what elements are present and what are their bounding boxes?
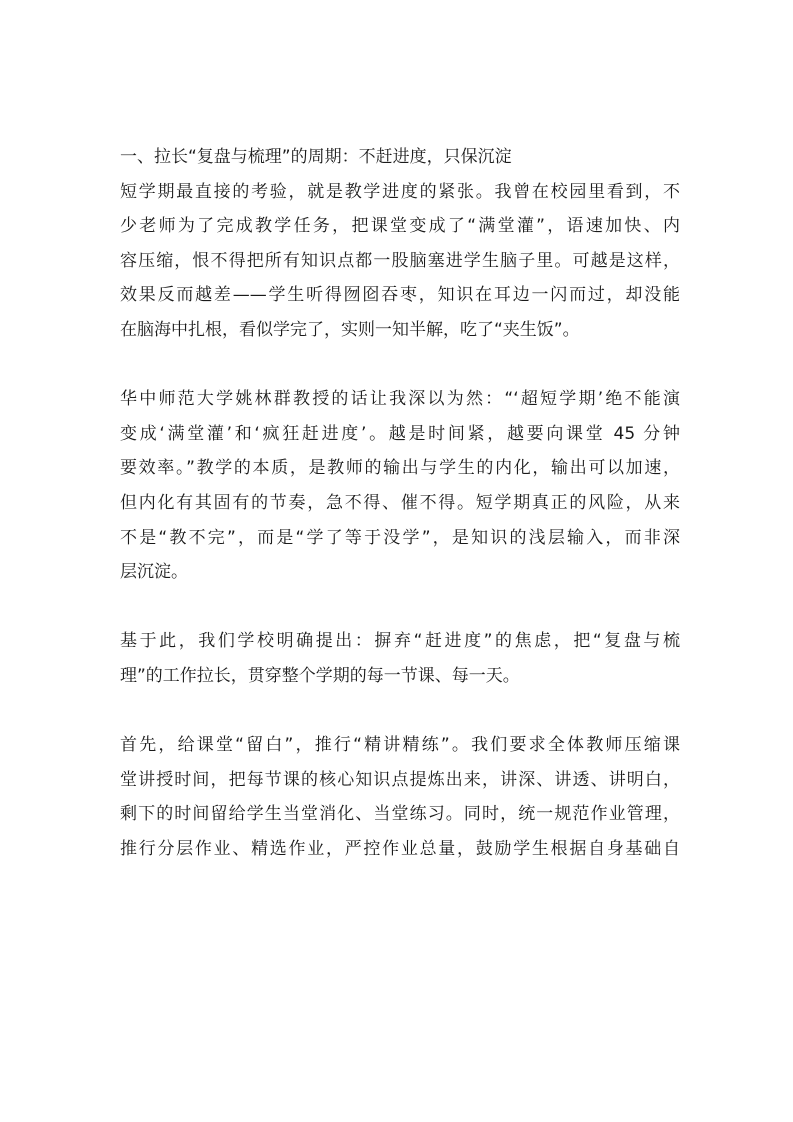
paragraph-2	[120, 382, 680, 590]
paragraph-spacer	[120, 590, 680, 625]
paragraph-line: 堂讲授时间，把每节课的核心知识点提炼出来，讲深、讲透、讲明白，	[120, 769, 680, 790]
paragraph-line: 但内化有其固有的节奏，急不得、催不得。短学期真正的风险，从来	[120, 492, 680, 513]
paragraph-line: 短学期最直接的考验，就是教学进度的紧张。我曾在校园里看到，不	[120, 181, 680, 202]
paragraph-line: 少老师为了完成教学任务，把课堂变成了“满堂灌”，语速加快、内	[120, 216, 680, 237]
paragraph-line: 推行分层作业、精选作业，严控作业总量，鼓励学生根据自身基础自	[120, 838, 680, 859]
paragraph-line: 理”的工作拉长，贯穿整个学期的每一节课、每一天。	[120, 665, 520, 686]
paragraph-spacer	[120, 694, 680, 729]
paragraph-line: 要效率。”教学的本质，是教师的输出与学生的内化，输出可以加速，	[120, 458, 680, 479]
paragraph-line: 层沉淀。	[120, 562, 188, 583]
section-heading: 一、拉长“复盘与梳理”的周期：不赶进度，只保沉淀	[120, 147, 512, 167]
article-body	[120, 140, 680, 866]
paragraph-line: 变成‘满堂灌’和‘疯狂赶进度’。越是时间紧，越要向课堂 45 分钟	[120, 423, 680, 444]
paragraph-line: 华中师范大学姚林群教授的话让我深以为然：“‘超短学期’绝不能演	[120, 389, 680, 410]
paragraph-line: 首先，给课堂“留白”，推行“精讲精练”。我们要求全体教师压缩课	[120, 735, 680, 756]
paragraph-line: 剩下的时间留给学生当堂消化、当堂练习。同时，统一规范作业管理，	[120, 804, 680, 825]
paragraph-line: 基于此，我们学校明确提出：摒弃“赶进度”的焦虑，把“复盘与梳	[120, 631, 680, 652]
paragraph-line: 效果反而越差——学生听得囫囵吞枣，知识在耳边一闪而过，却没能	[120, 285, 680, 306]
paragraph-spacer	[120, 348, 680, 383]
paragraph-line: 不是“教不完”，而是“学了等于没学”，是知识的浅层输入，而非深	[120, 527, 680, 548]
paragraph-line: 在脑海中扎根，看似学完了，实则一知半解，吃了“夹生饭”。	[120, 319, 580, 340]
paragraph-1	[120, 175, 680, 348]
paragraph-3	[120, 624, 680, 693]
paragraph-line: 容压缩，恨不得把所有知识点都一股脑塞进学生脑子里。可越是这样，	[120, 250, 680, 271]
paragraph-4	[120, 728, 680, 866]
